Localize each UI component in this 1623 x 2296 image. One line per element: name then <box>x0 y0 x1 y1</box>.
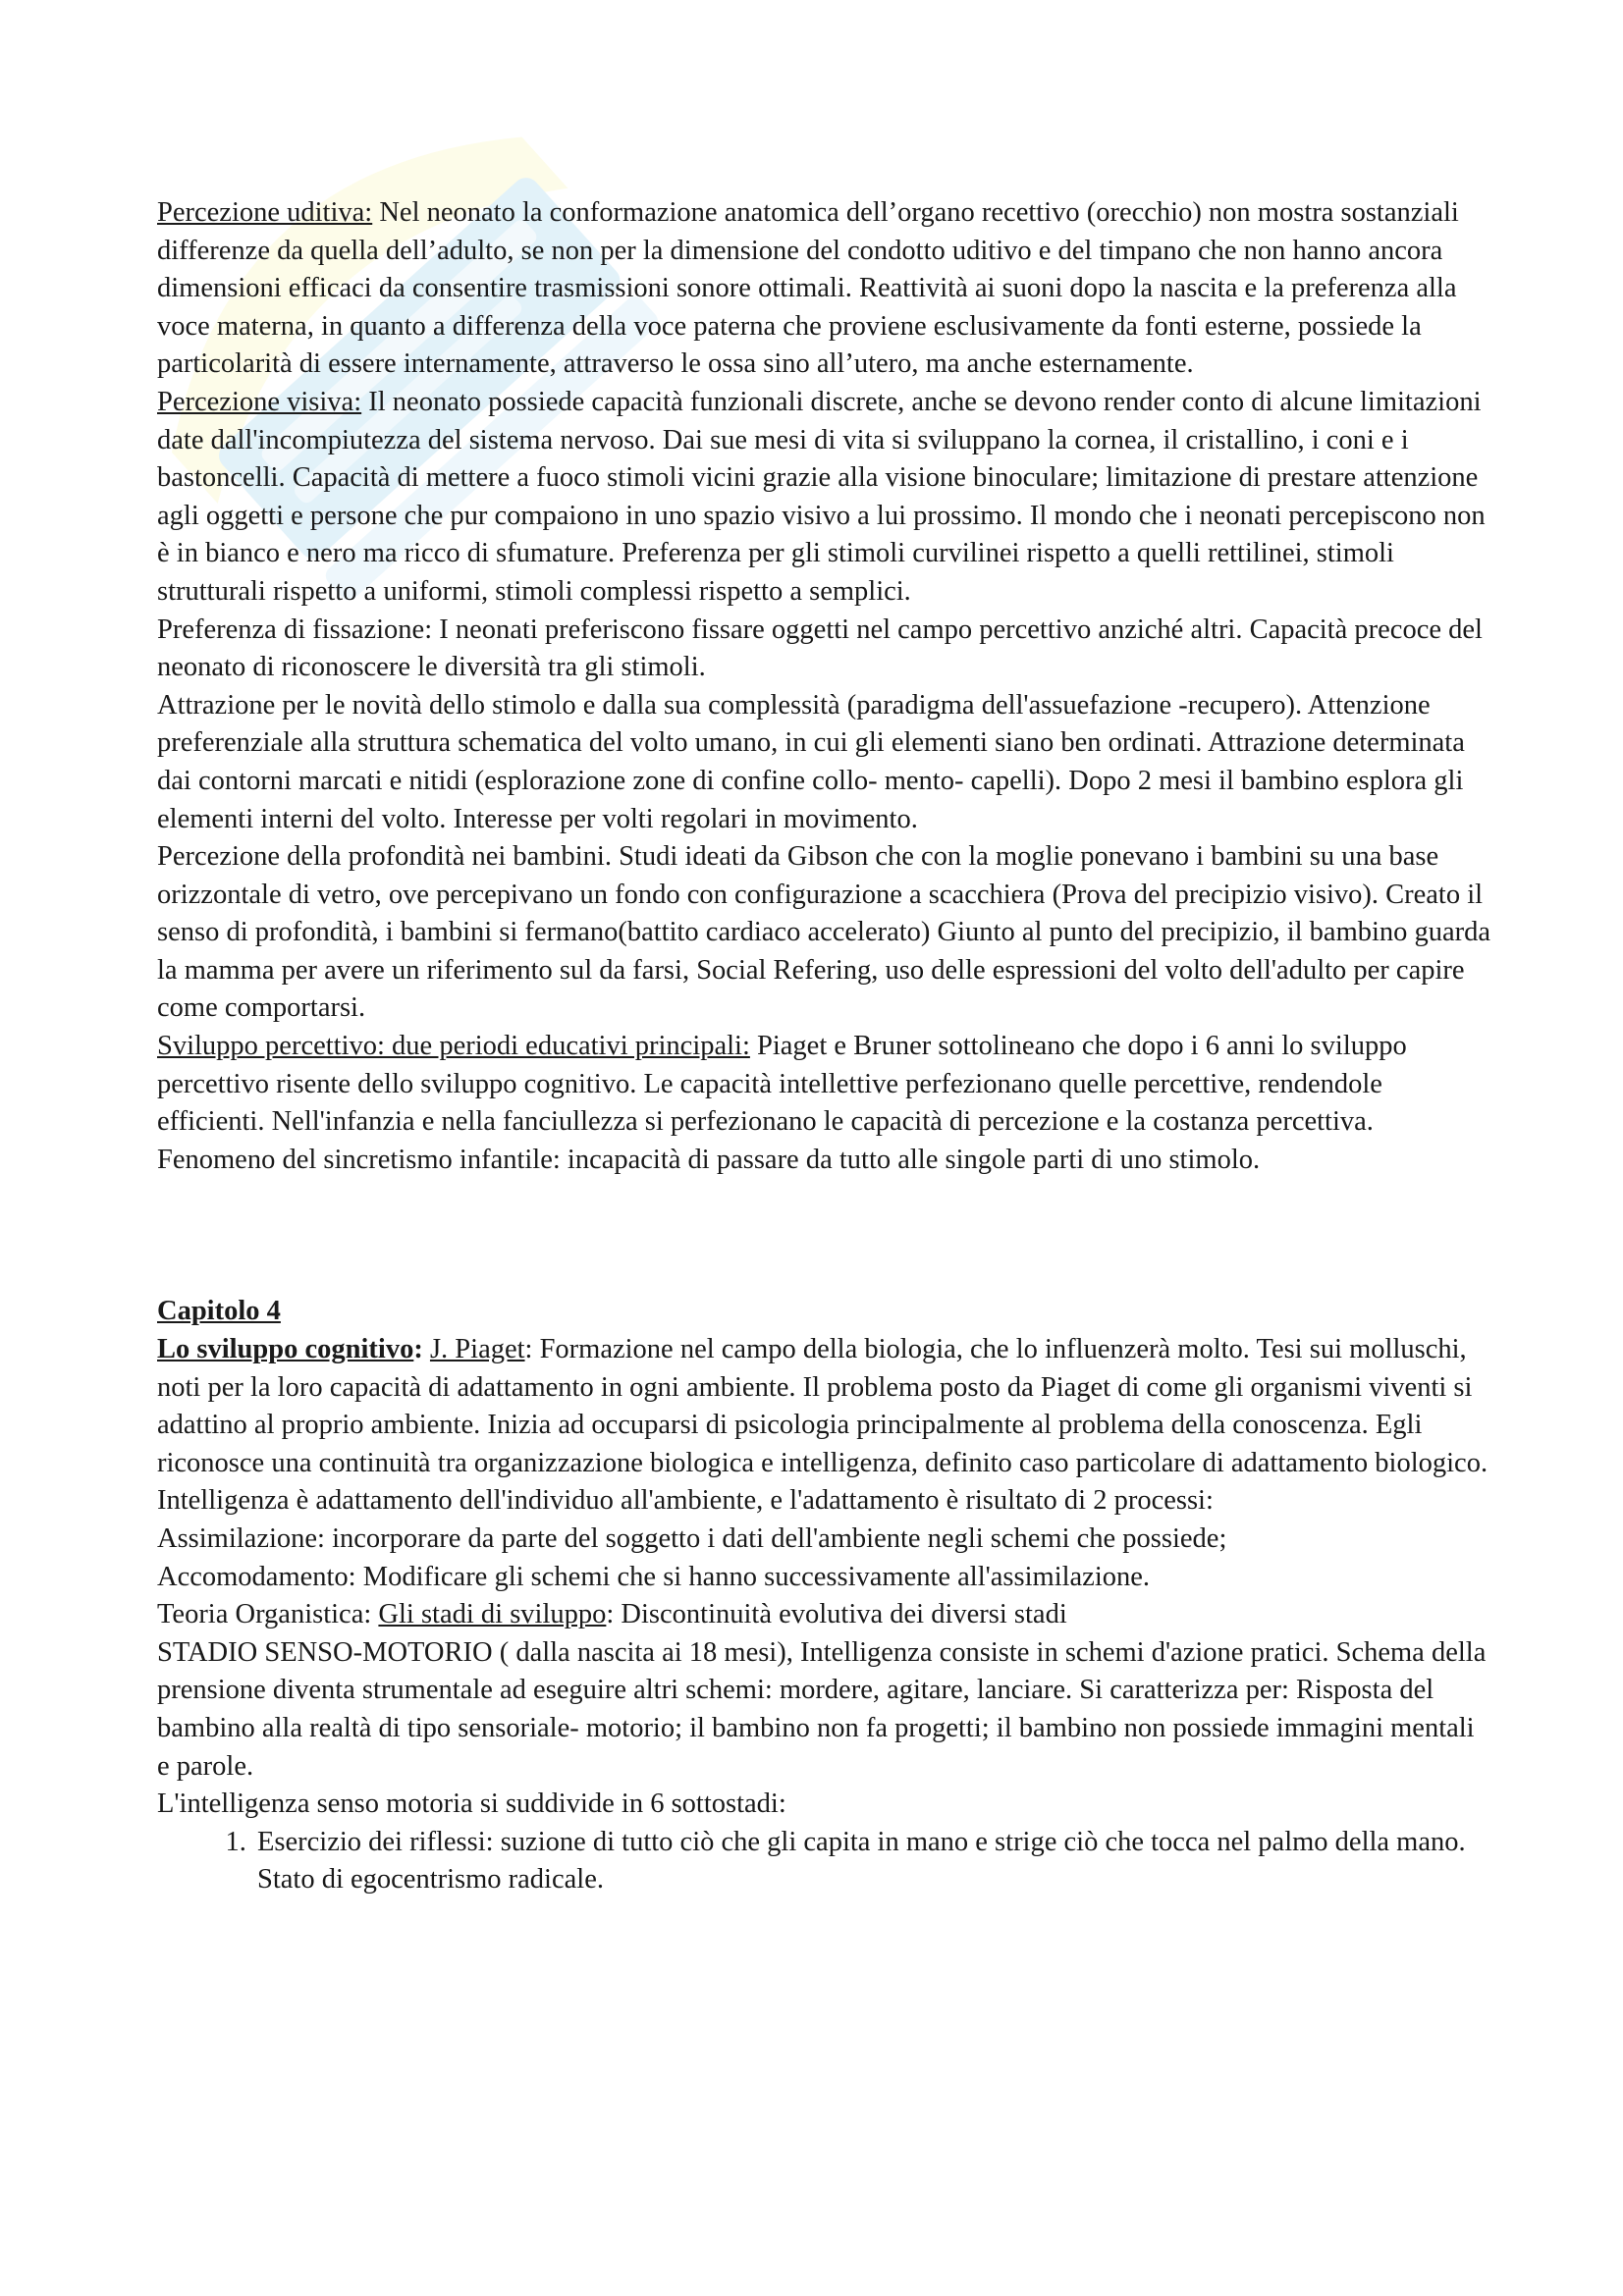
document-body <box>157 194 1492 1899</box>
text-percezione-visiva: Il neonato possiede capacità funzionali discrete, anche se devono render conto di alcune limitazioni date dall'incompiutezza del sistema nervoso. Dai sue mesi di vita si sviluppano la cornea, il cristallino, i coni e i bastoncelli. Capacità di mettere a fuoco stimoli vicini grazie alla visione binoculare; limitazione di prestare attenzione agli oggetti e persone che pur compaiono in uno spazio visivo a lui prossimo. Il mondo che i neonati percepiscono non è in bianco e nero ma ricco di sfumature. Preferenza per gli stimoli curvilinei rispetto a quelli rettilinei, stimoli strutturali rispetto a uniformi, stimoli complessi rispetto a semplici. <box>157 386 1486 607</box>
paragraph-sviluppo-percettivo <box>157 1028 1492 1179</box>
paragraph-attrazione-novita: Attrazione per le novità dello stimolo e dalla sua complessità (paradigma dell'assuefazione -recupero). Attenzione preferenziale alla struttura schematica del volto umano, in cui gli elementi siano ben ordinati. Attrazione determinata dai contorni marcati e nitidi (esplorazione zone di confine collo- mento- capelli). Dopo 2 mesi il bambino esplora gli elementi interni del volto. Interesse per volti regolari in movimento. <box>157 689 1465 834</box>
section-spacer <box>157 1179 1492 1293</box>
text-sviluppo-percettivo: Piaget e Bruner sottolineano che dopo i 6 anni lo sviluppo percettivo risente dello sviluppo cognitivo. Le capacità intellettive perfezionano quelle percettive, rendendole efficienti. Nell'infanzia e nella fanciullezza si perfezionano le capacità di percezione e la costanza percettiva. Fenomeno del sincretismo infantile: incapacità di passare da tutto alle singole parti di uno stimolo. <box>157 1031 1407 1175</box>
paragraph-percezione-uditiva <box>157 194 1492 384</box>
sottostadi-list <box>157 1824 1492 1899</box>
paragraph-accomodamento: Accomodamento: Modificare gli schemi che si hanno successivamente all'assimilazione. <box>157 1561 1151 1592</box>
heading-colon: : <box>413 1334 430 1365</box>
heading-percezione-visiva: Percezione visiva: <box>157 386 362 417</box>
paragraph-stadio-senso-motorio: STADIO SENSO-MOTORIO ( dalla nascita ai 18 mesi), Intelligenza consiste in schemi d'azione pratici. Schema della prensione diventa strumentale ad eseguire altri schemi: mordere, agitare, lanciare. Si caratterizza per: Risposta del bambino alla realtà di tipo sensoriale- motorio; il bambino non fa progetti; il bambino non possiede immagini mentali e parole. <box>157 1636 1487 1782</box>
paragraph-sviluppo-cognitivo <box>157 1331 1492 1482</box>
paragraph-assimilazione: Assimilazione: incorporare da parte del soggetto i dati dell'ambiente negli schemi che possiede; <box>157 1523 1227 1554</box>
paragraph-teoria-organistica <box>157 1596 1492 1634</box>
paragraph-intelligenza-adattamento: Intelligenza è adattamento dell'individuo all'ambiente, e l'adattamento è risultato di 2 processi: <box>157 1485 1214 1517</box>
heading-sviluppo-percettivo: Sviluppo percettivo: due periodi educativi principali: <box>157 1031 750 1062</box>
text-teoria-organistica: Teoria Organistica: <box>157 1599 379 1630</box>
name-piaget: J. Piaget <box>429 1334 525 1365</box>
list-item: 1. Esercizio dei riflessi: suzione di tutto ciò che gli capita in mano e strige ciò che tocca nel palmo della mano. Stato di egocentrismo radicale. <box>253 1824 1492 1899</box>
paragraph-preferenza-fissazione: Preferenza di fissazione: I neonati preferiscono fissare oggetti nel campo percettivo anziché altri. Capacità precoce del neonato di riconoscere le diversità tra gli stimoli. <box>157 614 1483 683</box>
paragraph-percezione-visiva <box>157 384 1492 612</box>
heading-stadi-sviluppo: Gli stadi di sviluppo <box>378 1599 607 1630</box>
text-stadi-sviluppo: : Discontinuità evolutiva dei diversi stadi <box>606 1599 1067 1630</box>
paragraph-sottostadi: L'intelligenza senso motoria si suddivide in 6 sottostadi: <box>157 1789 786 1820</box>
heading-sviluppo-cognitivo: Lo sviluppo cognitivo <box>157 1334 414 1365</box>
text-sviluppo-cognitivo: : Formazione nel campo della biologia, che lo influenzerà molto. Tesi sui molluschi, noti per la loro capacità di adattamento in ogni ambiente. Il problema posto da Piaget di come gli organismi viventi si adattino al proprio ambiente. Inizia ad occuparsi di psicologia principalmente al problema della conoscenza. Egli riconosce una continuità tra organizzazione biologica e intelligenza, definito caso particolare di adattamento biologico. <box>157 1334 1488 1478</box>
paragraph-percezione-profondita: Percezione della profondità nei bambini. Studi ideati da Gibson che con la moglie ponevano i bambini su una base orizzontale di vetro, ove percepivano un fondo con configurazione a scacchiera (Prova del precipizio visivo). Creato il senso di profondità, i bambini si fermano(battito cardiaco accelerato) Giunto al punto del precipizio, il bambino guarda la mamma per avere un riferimento sul da farsi, Social Refering, uso delle espressioni del volto dell'adulto per capire come comportarsi. <box>157 841 1491 1024</box>
heading-percezione-uditiva: Percezione uditiva: <box>157 197 373 228</box>
chapter-title: Capitolo 4 <box>157 1296 281 1327</box>
text-percezione-uditiva: Nel neonato la conformazione anatomica dell’organo recettivo (orecchio) non mostra sostanziali differenze da quella dell’adulto, se non per la dimensione del condotto uditivo e del timpano che non hanno ancora dimensioni efficaci da consentire trasmissioni sonore ottimali. Reattività ai suoni dopo la nascita e la preferenza alla voce materna, in quanto a differenza della voce paterna che proviene esclusivamente da fonti esterne, possiede la particolarità di essere internamente, attraverso le ossa sino all’utero, ma anche esternamente. <box>157 197 1459 380</box>
